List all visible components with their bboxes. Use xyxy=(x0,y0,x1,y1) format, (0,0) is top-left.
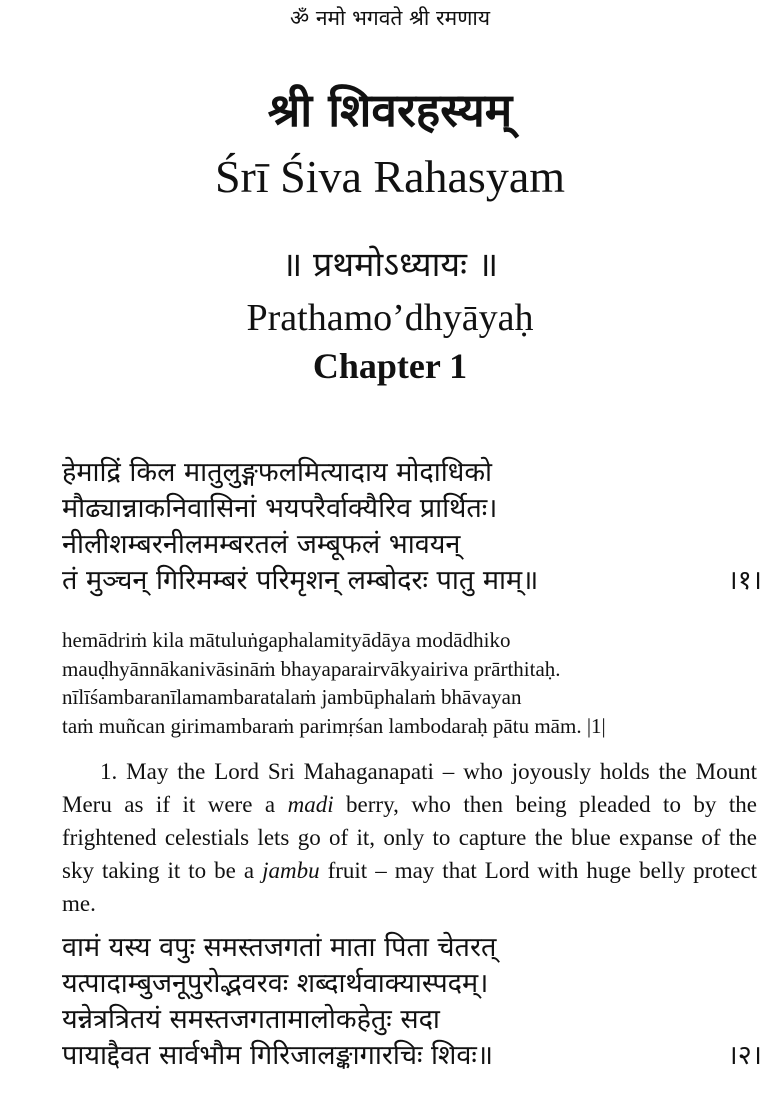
verse-number: ।१। xyxy=(727,565,762,596)
translation-text: 1. May the Lord Sri Mahaganapati – who joyously holds the Mount Meru as if it were a xyxy=(62,759,757,817)
translit-line: taṁ muñcan girimambaraṁ parimṛśan lambodaraḥ pātu mām. |1| xyxy=(62,713,606,738)
translit-line: hemādriṁ kila mātuluṅgaphalamityādāya modādhiko xyxy=(62,628,511,652)
verse-line: पायाद्दैवत सार्वभौम गिरिजालङ्कागारचिः शिवः॥ xyxy=(62,1040,494,1071)
verse-line-last xyxy=(62,563,762,599)
verse-line: मौढ्यान्नाकनिवासिनां भयपरैर्वाक्यैरिव प्रार्थितः। xyxy=(62,493,498,524)
verse-1-transliteration xyxy=(62,626,762,740)
translation-text: fruit – may that Lord with huge belly protect me. xyxy=(62,858,757,916)
chapter-devanagari: ॥ प्रथमोऽध्यायः ॥ xyxy=(281,245,499,285)
verse-number: ।२। xyxy=(727,1040,762,1071)
verse-line: यन्नेत्रत्रितयं समस्तजगतामालोकहेतुः सदा xyxy=(62,1004,440,1035)
verse-line: वामं यस्य वपुः समस्तजगतां माता पिता चेतरत् xyxy=(62,932,497,963)
chapter-label: Chapter 1 xyxy=(312,346,468,386)
verse-1-devanagari xyxy=(62,455,762,599)
translation-text: berry, who then being pleaded to by the frightened celestials lets go of it, only to capture the blue expanse of the sky taking it to be a xyxy=(62,792,757,883)
translit-line: nīlīśambaranīlamambaratalaṁ jambūphalaṁ bhāvayan xyxy=(62,685,522,709)
invocation: ॐ नमो भगवते श्री रमणाय xyxy=(290,6,490,30)
verse-line: यत्पादाम्बुजनूपुरोद्भवरवः शब्दार्थवाक्यास्पदम्। xyxy=(62,968,489,999)
verse-1-translation xyxy=(62,755,757,920)
translation-emphasis: madi xyxy=(287,792,334,817)
translation-emphasis: jambu xyxy=(262,858,320,883)
title-roman: Śrī Śiva Rahasyam xyxy=(214,151,566,202)
verse-line: हेमाद्रिं किल मातुलुङ्गफलमित्यादाय मोदाधिको xyxy=(62,457,493,488)
translit-line: mauḍhyānnākanivāsināṁ bhayaparairvākyairiva prārthitaḥ. xyxy=(62,656,561,681)
verse-2-devanagari xyxy=(62,930,762,1074)
verse-line: नीलीशम्बरनीलमम्बरतलं जम्बूफलं भावयन् xyxy=(62,529,461,560)
title-devanagari: श्री शिवरहस्यम् xyxy=(267,83,513,137)
verse-line: तं मुञ्चन् गिरिमम्बरं परिमृशन् लम्बोदरः पातु माम्॥ xyxy=(62,565,539,596)
verse-line-last xyxy=(62,1038,762,1074)
chapter-roman: Prathamo’dhyāyaḥ xyxy=(246,297,534,339)
